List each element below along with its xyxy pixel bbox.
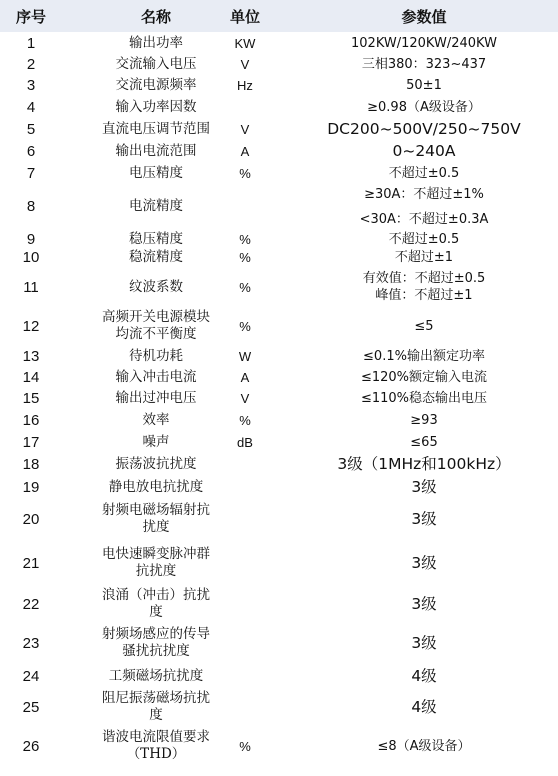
table-header xyxy=(0,0,558,32)
row-name-line: 输入冲击电流 xyxy=(115,368,197,385)
row-unit xyxy=(215,539,275,587)
row-name-line: 射频电磁场辐射抗 xyxy=(102,502,210,518)
row-name-line: 工频磁场抗扰度 xyxy=(108,667,204,684)
row-unit: % xyxy=(239,318,251,334)
row-name-line: 输出功率 xyxy=(129,34,183,51)
row-value xyxy=(290,727,558,765)
row-value xyxy=(290,184,558,229)
header-name: 名称 xyxy=(140,8,171,26)
row-number: 7 xyxy=(26,164,36,182)
row-name-line-2: 度 xyxy=(149,707,163,723)
row-value-line: 4级 xyxy=(411,666,437,685)
row-number: 21 xyxy=(22,554,40,572)
row-value-line: ≤8（A级设备） xyxy=(377,738,471,754)
row-value xyxy=(290,140,558,162)
row-value-line: ≤110%稳态输出电压 xyxy=(360,391,488,406)
row-value xyxy=(290,587,558,621)
row-number: 11 xyxy=(23,278,39,296)
row-number: 17 xyxy=(22,433,40,451)
table-row xyxy=(0,247,558,267)
row-name-line-2: 扰度 xyxy=(142,519,170,535)
row-value-line: 不超过±0.5 xyxy=(388,231,460,247)
row-name-line: 阻尼振荡磁场抗扰 xyxy=(102,690,210,706)
header-no: 序号 xyxy=(15,8,46,26)
row-value xyxy=(290,229,558,249)
row-name-line-2: 骚扰抗扰度 xyxy=(122,643,190,659)
table-row xyxy=(0,587,558,621)
table-row xyxy=(0,118,558,140)
row-name-line: 交流电源频率 xyxy=(115,76,197,93)
row-number: 22 xyxy=(22,595,40,613)
row-name-line: 交流输入电压 xyxy=(115,55,197,72)
row-value-line: ≥30A：不超过±1% xyxy=(364,186,484,202)
row-value xyxy=(290,475,558,499)
row-unit xyxy=(215,499,275,539)
table-row xyxy=(0,96,558,118)
row-name-line: 电流精度 xyxy=(129,198,183,214)
table-row xyxy=(0,306,558,346)
row-value xyxy=(290,54,558,74)
table-row xyxy=(0,409,558,431)
row-value-line: 3级 xyxy=(411,553,437,572)
row-unit xyxy=(215,184,275,229)
row-value-line: ≤120%额定输入电流 xyxy=(360,369,488,385)
row-number: 13 xyxy=(22,347,40,365)
table-row xyxy=(0,229,558,249)
row-name-line: 输出过冲电压 xyxy=(115,390,197,406)
row-name-line-2: 度 xyxy=(149,604,163,620)
row-value xyxy=(290,32,558,54)
table-row xyxy=(0,162,558,184)
header-value: 参数值 xyxy=(401,8,447,26)
row-value-line: DC200~500V/250~750V xyxy=(327,119,521,138)
row-value-line-2: <30A：不超过±0.3A xyxy=(359,211,489,227)
row-value xyxy=(290,499,558,539)
row-number: 10 xyxy=(22,248,40,266)
row-value xyxy=(290,346,558,366)
row-value-line: 4级 xyxy=(411,697,437,716)
row-value-line-2: 峰值：不超过±1 xyxy=(375,288,473,303)
row-unit xyxy=(215,687,275,727)
row-value-line: ≤0.1%输出额定功率 xyxy=(363,348,485,364)
row-number: 16 xyxy=(22,411,40,429)
row-value-line: 3级（1MHz和100kHz） xyxy=(337,454,511,473)
row-value-line: ≥0.98（A级设备） xyxy=(367,99,481,115)
row-value xyxy=(290,453,558,475)
row-value-line: ≤5 xyxy=(414,318,434,334)
table-row xyxy=(0,621,558,665)
row-unit: % xyxy=(239,738,251,754)
row-name-line: 稳压精度 xyxy=(129,230,183,247)
table-row xyxy=(0,32,558,54)
row-number: 8 xyxy=(26,198,36,215)
row-unit: A xyxy=(240,143,250,159)
row-number: 1 xyxy=(26,34,36,52)
row-number: 5 xyxy=(26,120,36,138)
row-unit: % xyxy=(239,165,251,181)
row-name-line-2: 均流不平衡度 xyxy=(115,326,197,342)
row-number: 23 xyxy=(22,634,40,652)
row-unit: % xyxy=(239,412,251,428)
row-number: 4 xyxy=(26,98,36,116)
row-unit xyxy=(215,665,275,687)
table-row xyxy=(0,54,558,74)
row-value xyxy=(290,162,558,184)
row-value-line: 不超过±1 xyxy=(394,249,454,265)
table-row xyxy=(0,431,558,453)
row-name-line: 纹波系数 xyxy=(129,278,183,295)
row-unit: Hz xyxy=(237,77,253,93)
row-unit xyxy=(215,96,275,118)
row-unit xyxy=(215,453,275,475)
row-value xyxy=(290,687,558,727)
row-name-line: 直流电压调节范围 xyxy=(102,120,210,137)
table-row xyxy=(0,539,558,587)
row-value-line: 3级 xyxy=(411,477,437,496)
row-unit xyxy=(215,587,275,621)
table-row xyxy=(0,665,558,687)
table-row xyxy=(0,366,558,388)
row-value xyxy=(290,409,558,431)
row-number: 24 xyxy=(22,667,40,685)
row-value xyxy=(290,247,558,267)
table-row xyxy=(0,727,558,765)
row-unit: V xyxy=(240,391,250,406)
row-value xyxy=(290,366,558,388)
row-value-line: 3级 xyxy=(411,594,437,613)
row-name-line: 电压精度 xyxy=(129,164,183,181)
row-value xyxy=(290,96,558,118)
row-name-line: 输出电流范围 xyxy=(115,142,197,159)
row-unit: V xyxy=(240,121,250,137)
row-unit: % xyxy=(239,231,251,247)
row-number: 15 xyxy=(22,390,40,407)
row-name-line: 射频场感应的传导 xyxy=(102,626,210,642)
row-value-line: 0~240A xyxy=(392,141,456,160)
row-value-line: 102KW/120KW/240KW xyxy=(351,35,497,51)
row-number: 14 xyxy=(22,368,40,386)
row-name-line: 效率 xyxy=(142,411,170,428)
row-number: 9 xyxy=(26,230,36,248)
row-unit: V xyxy=(240,56,250,72)
row-value xyxy=(290,266,558,308)
row-name-line-2: 抗扰度 xyxy=(135,563,177,579)
row-name-line: 输入功率因数 xyxy=(115,98,197,115)
table-row xyxy=(0,184,558,229)
row-value-line: 3级 xyxy=(411,633,437,652)
header-unit: 单位 xyxy=(229,8,260,26)
row-name-line: 待机功耗 xyxy=(129,347,183,364)
row-value-line: ≥93 xyxy=(410,412,438,428)
row-name-line: 高频开关电源模块 xyxy=(102,309,210,325)
row-value-line: 3级 xyxy=(411,509,437,528)
row-value xyxy=(290,118,558,140)
row-number: 26 xyxy=(22,737,40,755)
row-value xyxy=(290,74,558,96)
row-value-line: 50±1 xyxy=(406,77,442,93)
row-name-line: 稳流精度 xyxy=(129,248,183,265)
table-row xyxy=(0,140,558,162)
row-unit xyxy=(215,621,275,665)
row-value xyxy=(290,306,558,346)
table-row xyxy=(0,453,558,475)
row-name-line: 噪声 xyxy=(142,433,170,450)
row-name-line: 谐波电流限值要求 xyxy=(102,729,210,745)
row-number: 2 xyxy=(26,55,36,73)
row-name-line: 浪涌（冲击）抗扰 xyxy=(102,587,210,603)
row-value-line: ≤65 xyxy=(410,434,438,450)
row-value xyxy=(290,539,558,587)
row-unit: W xyxy=(238,348,252,364)
row-unit: KW xyxy=(234,35,256,51)
table-row xyxy=(0,388,558,409)
row-unit: % xyxy=(239,279,251,295)
row-value xyxy=(290,665,558,687)
row-value-line: 三相380：323~437 xyxy=(361,56,487,72)
table-row xyxy=(0,687,558,727)
row-unit xyxy=(215,475,275,499)
row-unit: % xyxy=(239,249,251,265)
table-row xyxy=(0,74,558,96)
row-number: 25 xyxy=(22,698,40,716)
row-unit: A xyxy=(240,369,250,385)
row-value xyxy=(290,388,558,409)
table-row xyxy=(0,499,558,539)
row-number: 19 xyxy=(22,478,40,496)
table-row xyxy=(0,346,558,366)
table-row xyxy=(0,266,558,308)
row-value-line: 有效值：不超过±0.5 xyxy=(362,271,486,286)
table-row xyxy=(0,475,558,499)
row-value xyxy=(290,431,558,453)
row-name-line: 振荡波抗扰度 xyxy=(115,455,197,472)
row-value-line: 不超过±0.5 xyxy=(388,165,460,181)
row-number: 6 xyxy=(26,142,36,160)
row-number: 20 xyxy=(22,510,40,528)
row-number: 12 xyxy=(22,317,40,335)
row-value xyxy=(290,621,558,665)
row-name-line-2: （THD） xyxy=(126,746,186,762)
row-number: 18 xyxy=(22,455,40,473)
row-name-line: 电快速瞬变脉冲群 xyxy=(102,546,210,562)
row-name-line: 静电放电抗扰度 xyxy=(108,478,204,495)
row-unit: dB xyxy=(237,434,253,450)
row-number: 3 xyxy=(26,76,36,94)
